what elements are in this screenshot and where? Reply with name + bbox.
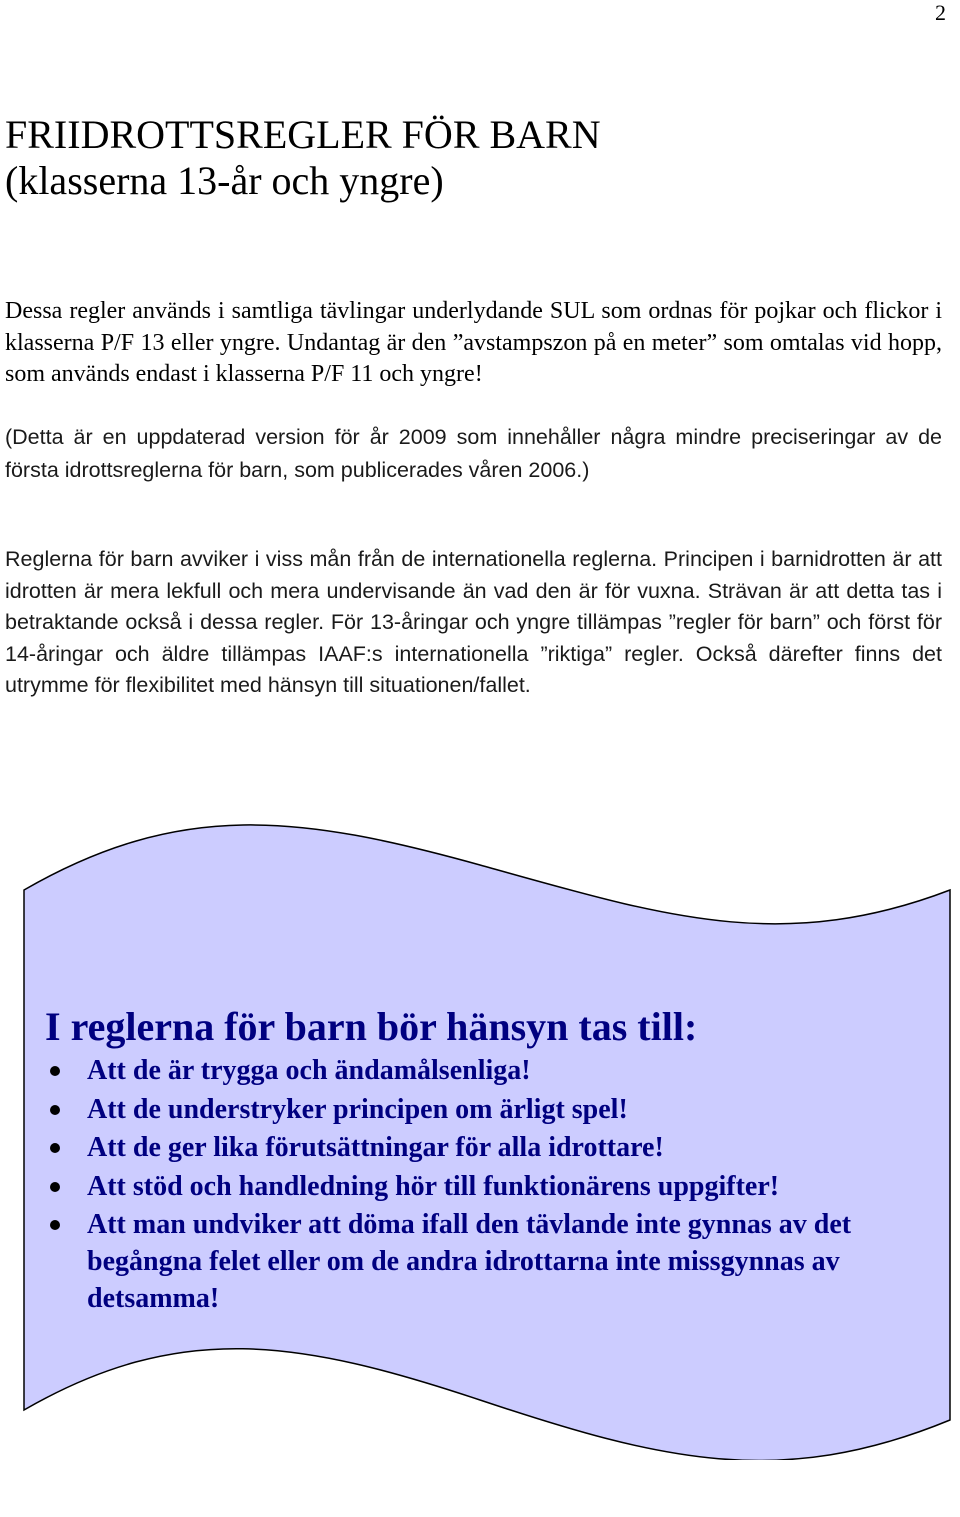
list-item: Att de är trygga och ändamålsenliga! <box>40 1052 920 1089</box>
page-number: 2 <box>935 0 946 25</box>
title-line-2: (klasserna 13-år och yngre) <box>5 158 444 203</box>
bullet-icon <box>50 1182 60 1192</box>
bullet-icon <box>50 1105 60 1115</box>
list-item: Att man undviker att döma ifall den tävlande inte gynnas av det begångna felet eller om de andra idrottarna inte missgynnas av detsamma! <box>40 1206 920 1317</box>
list-item: Att de understryker principen om ärligt spel! <box>40 1091 920 1128</box>
wave-banner <box>0 820 960 1460</box>
intro-paragraph: Dessa regler används i samtliga tävlingar underlydande SUL som ordnas för pojkar och flickor i klasserna P/F 13 eller yngre. Undantag är den ”avstampszon på en meter” som omtalas vid hopp, som används endast i klasserna P/F 11 och yngre! <box>5 298 942 387</box>
principles-paragraph: Reglerna för barn avviker i viss mån från de internationella reglerna. Principen i barnidrotten är att idrotten är mera lekfull och mera undervisande än vad den är för vuxna. Strävan är att detta tas i betraktande också i dessa regler. För 13-åringar och yngre tillämpas ”regler för barn” och först för 14-åringar och äldre tillämpas IAAF:s internationella ”riktiga” regler. Också därefter finns det utrymme för flexibilitet med hänsyn till situationen/fallet. <box>5 547 942 697</box>
update-note-paragraph: (Detta är en uppdaterad version för år 2009 som innehåller några mindre preciseringar av de första idrottsreglerna för barn, som publicerades våren 2006.) <box>5 425 942 482</box>
title-line-1: FRIIDROTTSREGLER FÖR BARN <box>5 112 601 157</box>
list-item: Att de ger lika förutsättningar för alla idrottare! <box>40 1129 920 1166</box>
banner-heading: I reglerna för barn bör hänsyn tas till: <box>45 1004 698 1049</box>
bullet-icon <box>50 1220 60 1230</box>
banner-list <box>40 1052 920 1319</box>
bullet-icon <box>50 1143 60 1153</box>
list-item: Att stöd och handledning hör till funktionärens uppgifter! <box>40 1168 920 1205</box>
page-title <box>5 112 945 204</box>
bullet-icon <box>50 1066 60 1076</box>
